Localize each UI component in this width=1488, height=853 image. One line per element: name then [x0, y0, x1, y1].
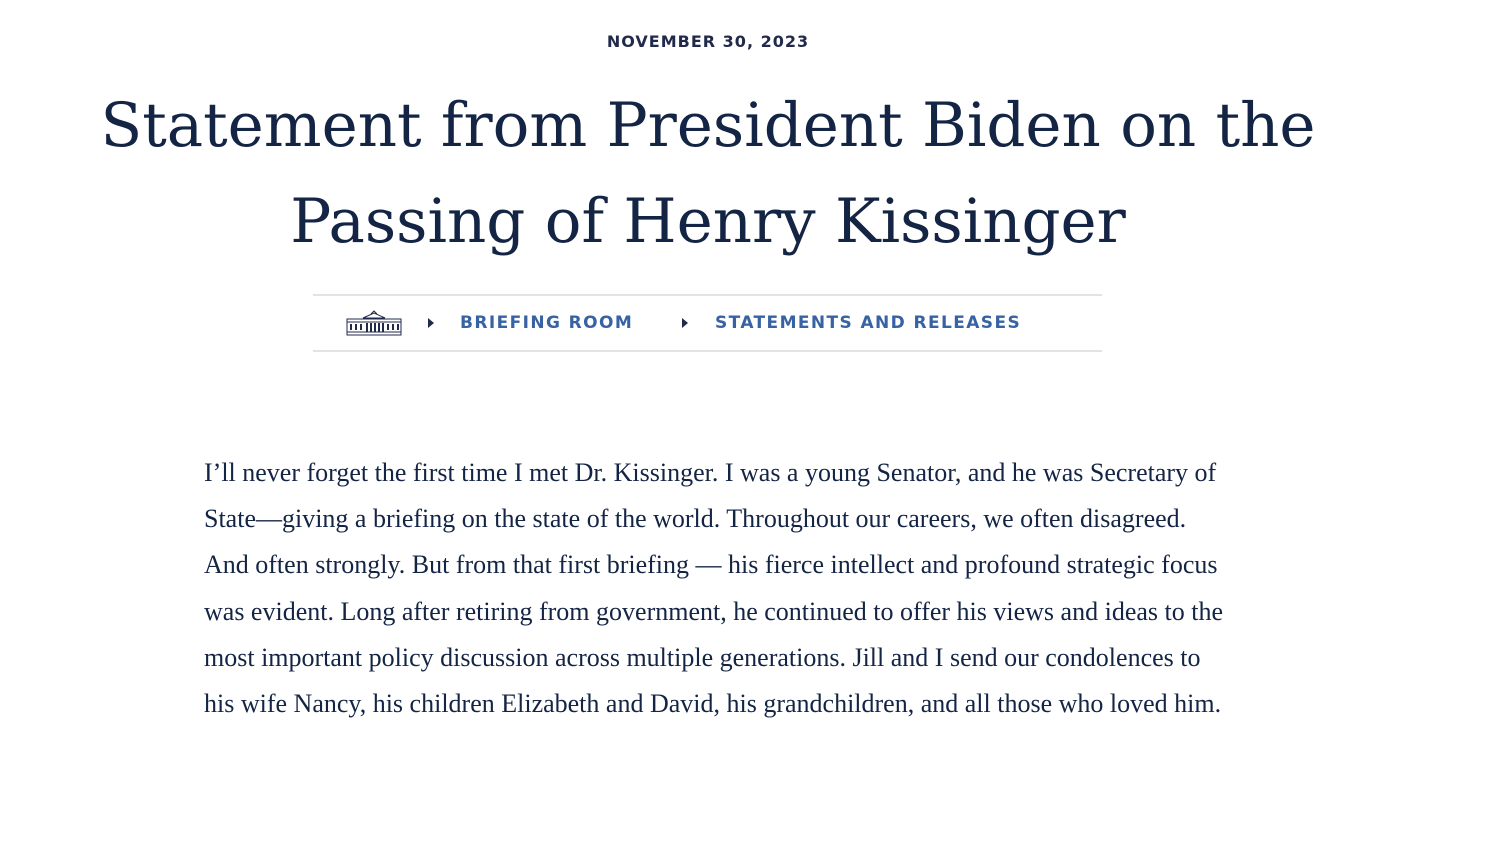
white-house-icon[interactable]: [345, 310, 403, 337]
caret-right-icon: [682, 318, 688, 328]
article-date: NOVEMBER 30, 2023: [606, 32, 810, 51]
caret-right-icon: [428, 318, 434, 328]
breadcrumb-statements-and-releases[interactable]: STATEMENTS AND RELEASES: [715, 313, 1022, 333]
page-title: Statement from President Biden on the Passing of Henry Kissinger: [100, 90, 1316, 257]
breadcrumb-briefing-room[interactable]: BRIEFING ROOM: [460, 313, 634, 333]
breadcrumb: [313, 294, 1102, 352]
article-body: I’ll never forget the first time I met Dr. Kissinger. I was a young Senator, and he was Secretary of State—giving a briefing on the state of the world. Throughout our careers, we often disagreed. And often strongly. But from that first briefing — his fierce intellect and profound strategic focus was evident. Long after retiring from government, he continued to offer his views and ideas to the most important policy discussion across multiple generations. Jill and I send our condolences to his wife Nancy, his children Elizabeth and David, his grandchildren, and all those who loved him.: [204, 458, 1224, 719]
